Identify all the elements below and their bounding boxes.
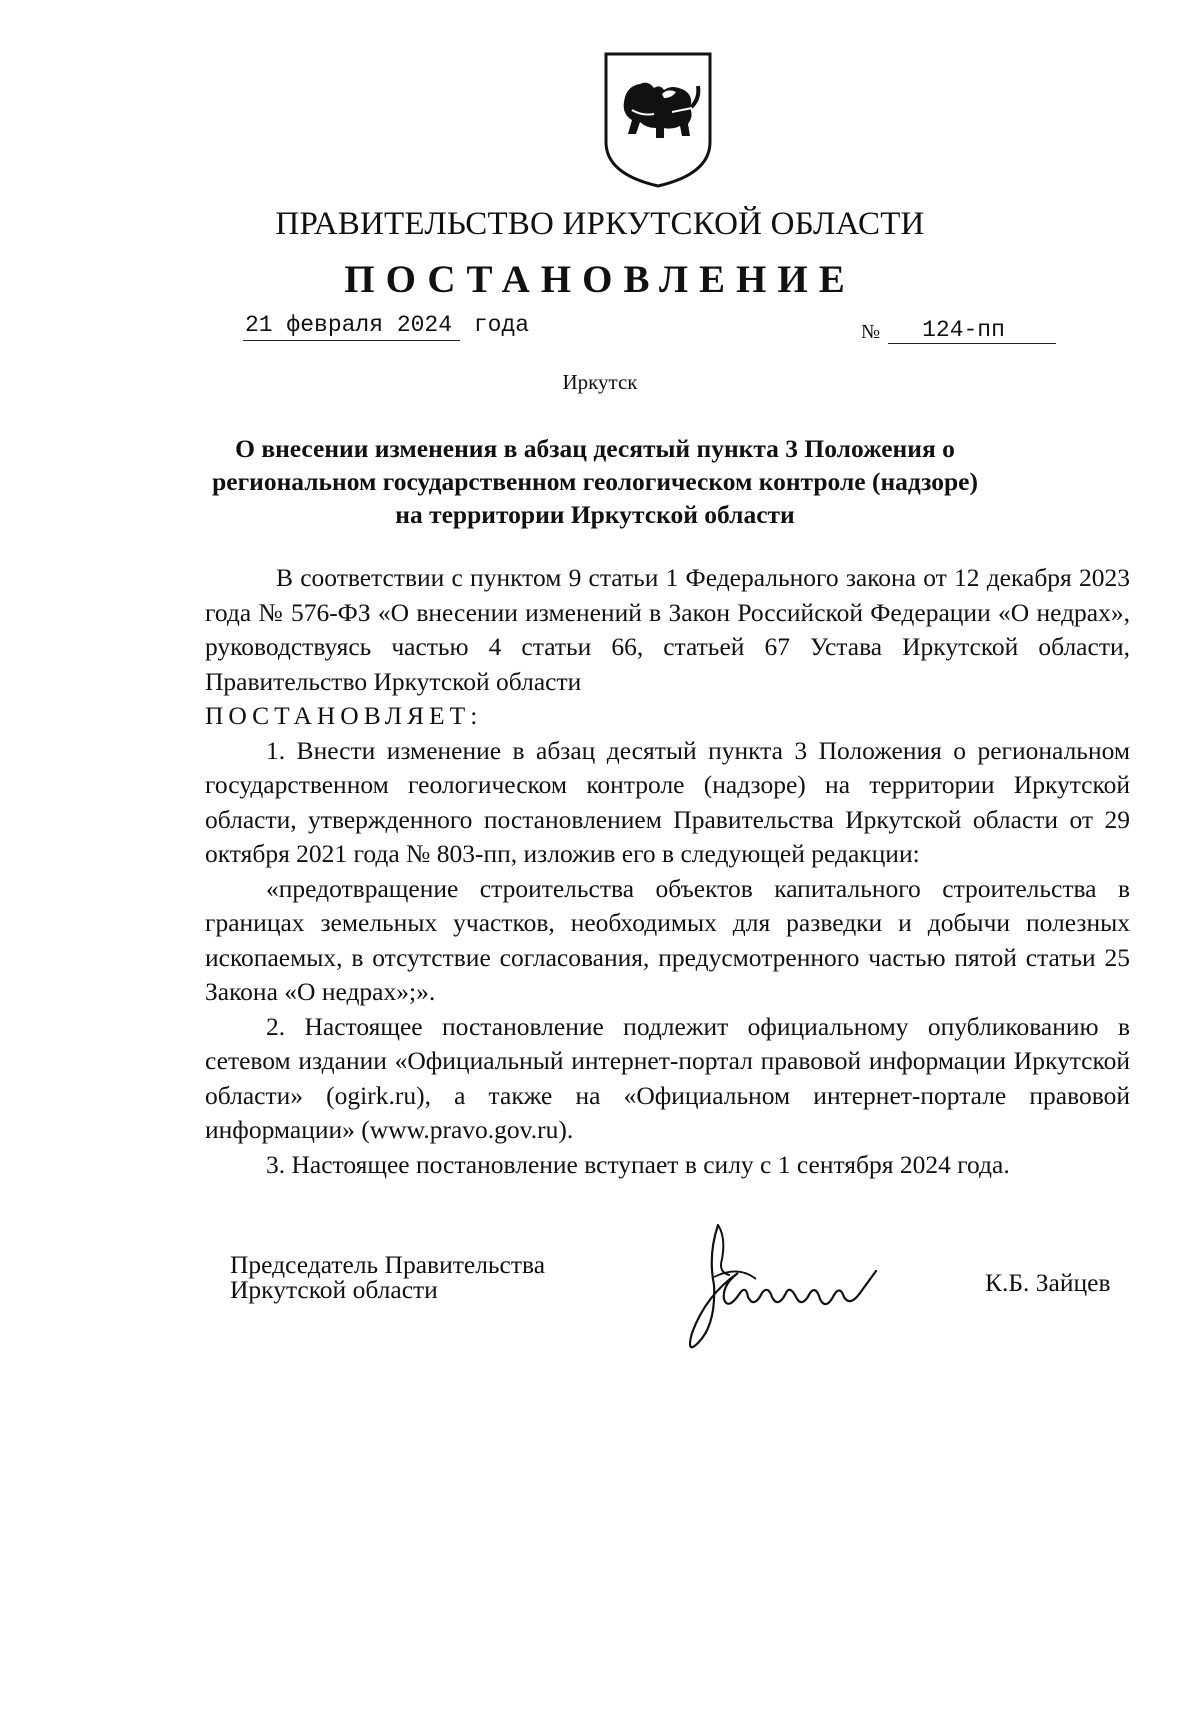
government-name: ПРАВИТЕЛЬСТВО ИРКУТСКОЙ ОБЛАСТИ: [275, 206, 925, 242]
item-1-paragraph: 1. Внести изменение в абзац десятый пункта 3 Положения о региональном государственном геологическом контроле (надзоре) на территории Иркутской области, утвержденного постановлением Правительства Иркутской области от 29 октября 2021 года № 803-пп, изложив его в следующей редакции:: [205, 735, 1130, 868]
item-2-paragraph: 2. Настоящее постановление подлежит официальному опубликованию в сетевом издании «Официальный интернет-портал правовой информации Иркутской области» (ogirk.ru), а также на «Официальном интернет-портале правовой информации» (www.pravo.gov.ru).: [205, 1011, 1130, 1144]
document-number: [861, 316, 1056, 344]
irkutsk-coat-of-arms-icon: [602, 50, 714, 190]
preamble-paragraph: В соответствии с пунктом 9 статьи 1 Федерального закона от 12 декабря 2023 года № 576-ФЗ «О внесении изменений в Закон Российской Федерации «О недрах», руководствуясь частью 4 статьи 66, статьей 67 Устава Иркутской области, Правительство Иркутской области: [205, 563, 1130, 696]
date-suffix: года: [473, 312, 530, 338]
resolve-line: ПОСТАНОВЛЯЕТ:: [205, 701, 483, 730]
date-value: 21 февраля 2024: [243, 312, 460, 341]
document-title: О внесении изменения в абзац десятый пункта 3 Положения о региональном государственном геологическом контроле (надзоре) на территории Иркутской области: [212, 434, 978, 529]
document-date: [243, 312, 529, 341]
signer-name: К.Б. Зайцев: [985, 1268, 1111, 1297]
position-line-1: Председатель Правительства: [230, 1250, 546, 1279]
city: Иркутск: [562, 370, 638, 394]
signer-position: [230, 1252, 545, 1302]
document-body: [205, 561, 1130, 1182]
handwritten-signature-icon: [678, 1215, 908, 1365]
item-3-paragraph: 3. Настоящее постановление вступает в силу с 1 сентября 2024 года.: [266, 1149, 1010, 1179]
document-type: ПОСТАНОВЛЕНИЕ: [344, 258, 856, 301]
position-line-2: Иркутской области: [230, 1275, 438, 1304]
number-sign: №: [861, 321, 881, 343]
number-value: 124-пп: [888, 317, 1056, 344]
quote-paragraph: «предотвращение строительства объектов капитального строительства в границах земельных участков, необходимых для разведки и добычи полезных ископаемых, в отсутствие согласования, предусмотренного частью пятой статьи 25 Закона «О недрах»;».: [205, 873, 1130, 1006]
